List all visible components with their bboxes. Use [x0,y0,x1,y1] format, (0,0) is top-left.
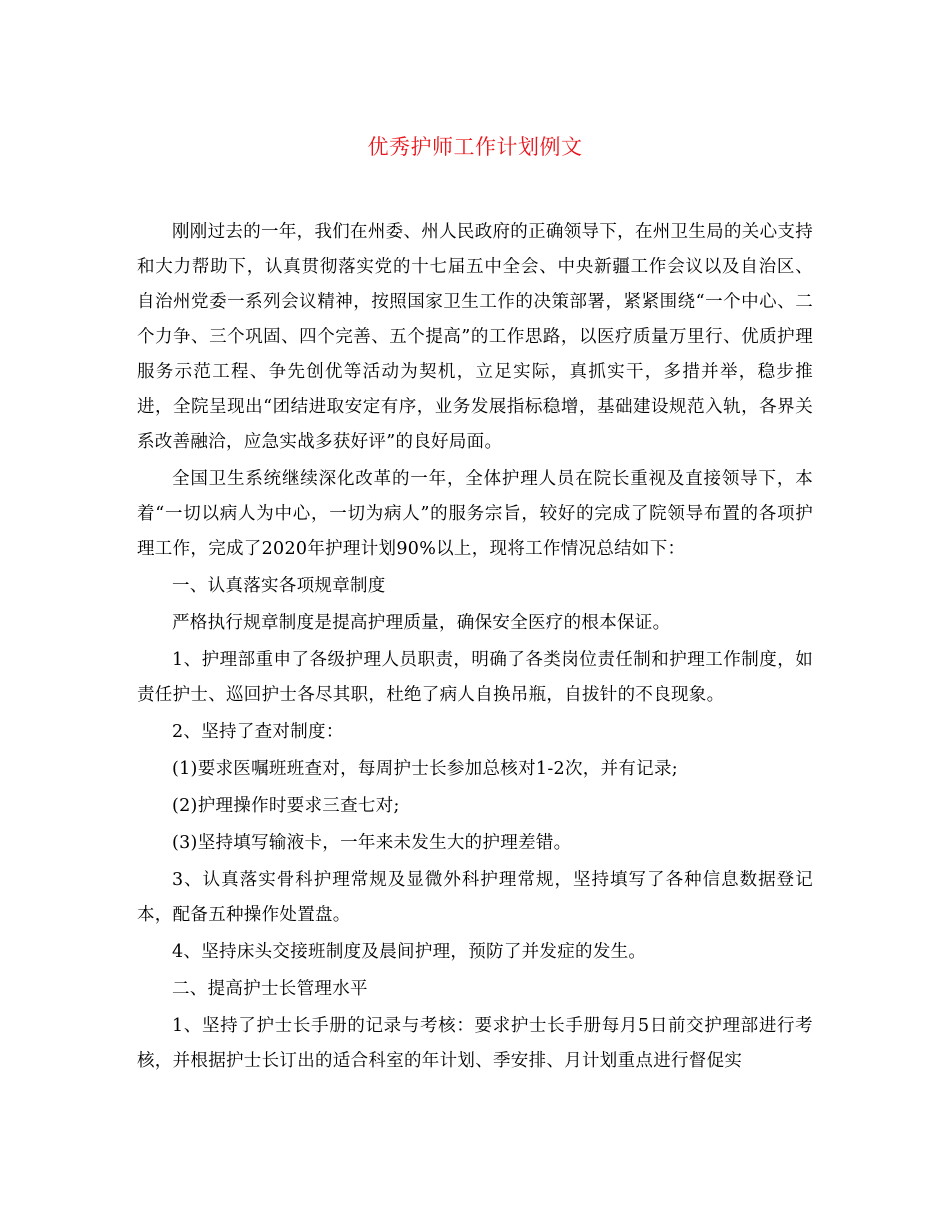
document-title: 优秀护师工作计划例文 [367,135,583,159]
paragraph: 严格执行规章制度是提高护理质量，确保安全医疗的根本保证。 [172,613,671,633]
sub-list-item: (3)坚持填写输液卡，一年来未发生大的护理差错。 [172,833,572,853]
document-body [137,215,813,1081]
paragraph: 刚刚过去的一年，我们在州委、州人民政府的正确领导下，在州卫生局的关心支持和大力帮助下，认真贯彻落实党的十七届五中全会、中央新疆工作会议以及自治区、自治州党委一系列会议精神，按照国家卫生工作的决策部署，紧紧围绕“一个中心、二个力争、三个巩固、四个完善、五个提高”的工作思路，以医疗质量万里行、优质护理服务示范工程、争先创优等活动为契机，立足实际，真抓实干，多措并举，稳步推进，全院呈现出“团结进取安定有序，业务发展指标稳增，基础建设规范入轨，各界关系改善融洽，应急实战多获好评”的良好局面。 [137,222,813,452]
list-item: 2、坚持了查对制度： [172,722,344,742]
list-item: 4、坚持床头交接班制度及晨间护理，预防了并发症的发生。 [172,942,647,962]
list-item: 1、坚持了护士长手册的记录与考核：要求护士长手册每月5日前交护理部进行考核，并根据护士长订出的适合科室的年计划、季安排、月计划重点进行督促实 [137,1016,813,1071]
section-heading: 一、认真落实各项规章制度 [172,576,386,596]
list-item: 3、认真落实骨科护理常规及显微外科护理常规，坚持填写了各种信息数据登记本，配备五种操作处置盘。 [137,870,813,925]
sub-list-item: (2)护理操作时要求三查七对; [172,796,400,816]
paragraph: 全国卫生系统继续深化改革的一年，全体护理人员在院长重视及直接领导下，本着“一切以病人为中心，一切为病人”的服务宗旨，较好的完成了院领导布置的各项护理工作，完成了2020年护理计划90%以上，现将工作情况总结如下： [137,469,813,559]
list-item: 1、护理部重申了各级护理人员职责，明确了各类岗位责任制和护理工作制度，如责任护士、巡回护士各尽其职，杜绝了病人自换吊瓶，自拔针的不良现象。 [137,650,813,705]
section-heading: 二、提高护士长管理水平 [172,979,368,999]
sub-list-item: (1)要求医嘱班班查对，每周护士长参加总核对1-2次，并有记录; [172,759,678,779]
